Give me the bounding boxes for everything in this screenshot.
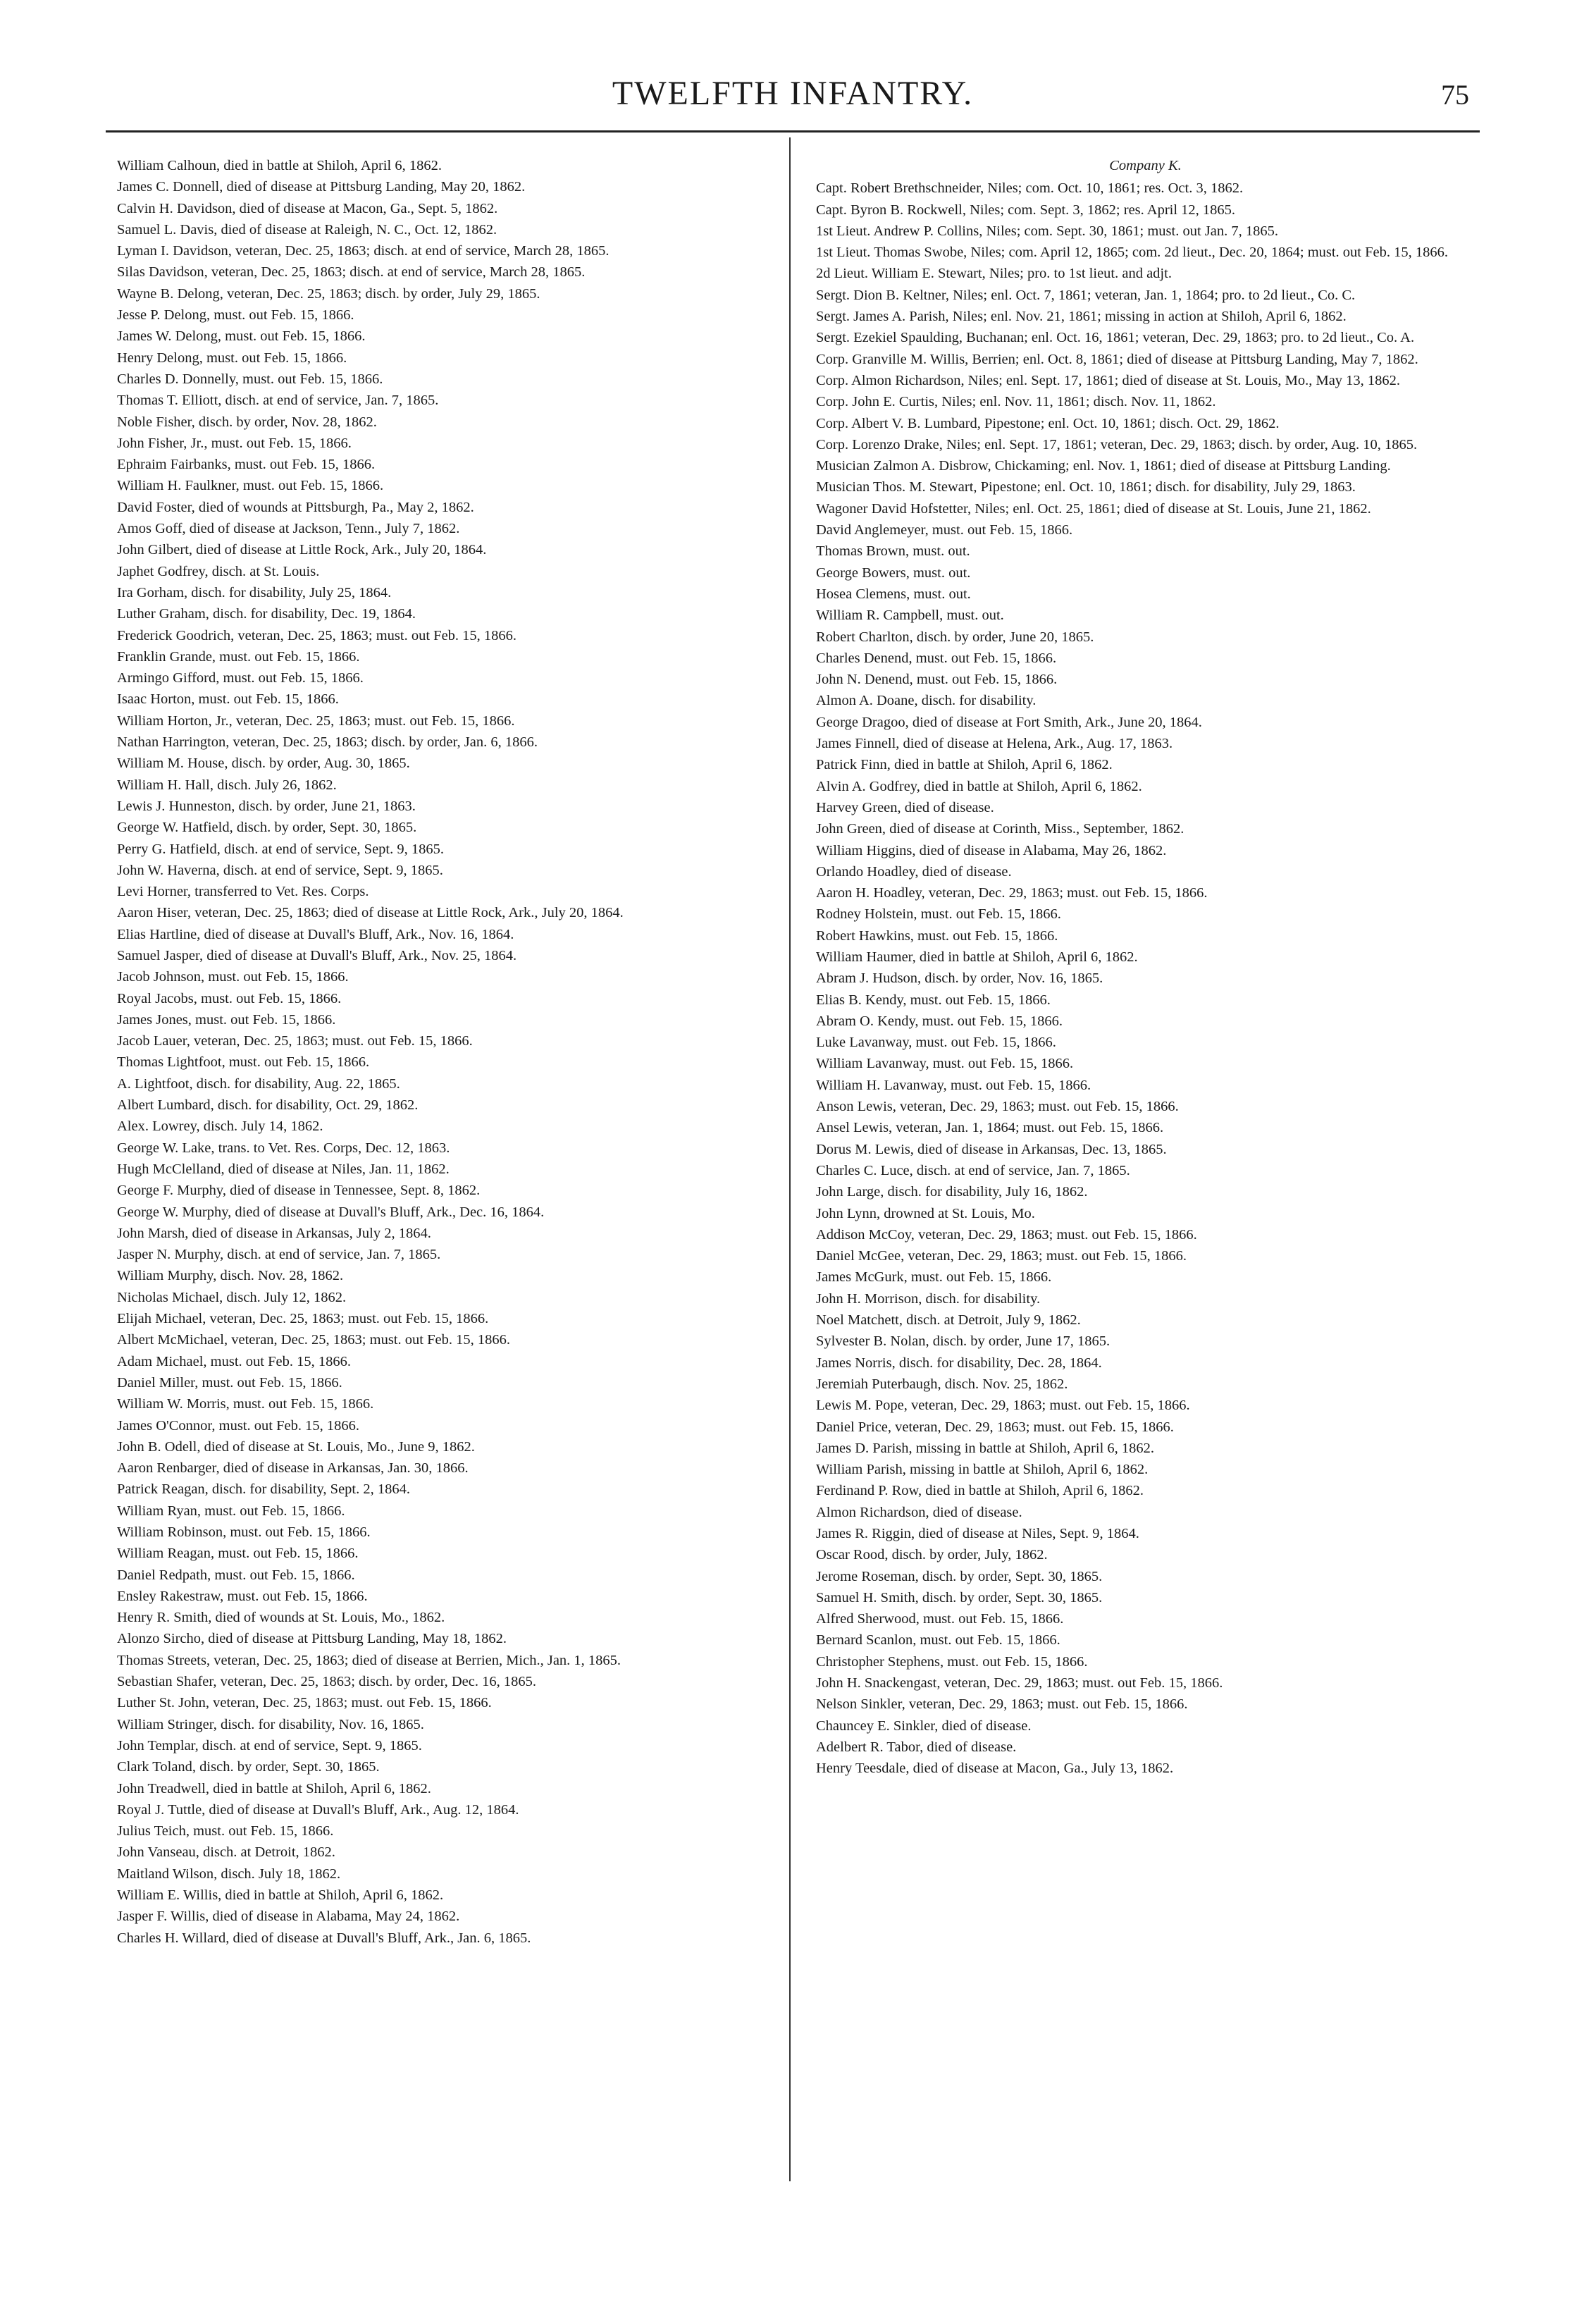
roster-entry: Armingo Gifford, must. out Feb. 15, 1866. xyxy=(117,670,364,686)
roster-entry: Chauncey E. Sinkler, died of disease. xyxy=(816,1718,1032,1734)
roster-entry: Alonzo Sircho, died of disease at Pittsburg Landing, May 18, 1862. xyxy=(117,1631,507,1647)
roster-entry: Alfred Sherwood, must. out Feb. 15, 1866. xyxy=(816,1611,1064,1627)
roster-entry: Noble Fisher, disch. by order, Nov. 28, 1862. xyxy=(117,414,377,430)
roster-entry: George W. Murphy, died of disease at Duvall's Bluff, Ark., Dec. 16, 1864. xyxy=(117,1204,545,1220)
left-column xyxy=(117,155,776,1949)
roster-entry: James C. Donnell, died of disease at Pittsburg Landing, May 20, 1862. xyxy=(117,179,526,195)
roster-entry: John H. Snackengast, veteran, Dec. 29, 1863; must. out Feb. 15, 1866. xyxy=(816,1675,1223,1691)
roster-entry: Corp. Almon Richardson, Niles; enl. Sept. 17, 1861; died of disease at St. Louis, Mo., May 13, 1862. xyxy=(816,372,1401,388)
roster-entry: Jacob Lauer, veteran, Dec. 25, 1863; must. out Feb. 15, 1866. xyxy=(117,1033,473,1049)
roster-entry: Aaron H. Hoadley, veteran, Dec. 29, 1863; must. out Feb. 15, 1866. xyxy=(816,885,1208,901)
roster-entry: Anson Lewis, veteran, Dec. 29, 1863; must. out Feb. 15, 1866. xyxy=(816,1099,1179,1115)
roster-entry: James R. Riggin, died of disease at Niles, Sept. 9, 1864. xyxy=(816,1526,1139,1541)
roster-entry: Levi Horner, transferred to Vet. Res. Corps. xyxy=(117,884,369,900)
roster-entry: John B. Odell, died of disease at St. Louis, Mo., June 9, 1862. xyxy=(117,1438,475,1455)
roster-entry: David Anglemeyer, must. out Feb. 15, 1866. xyxy=(816,522,1073,538)
roster-entry: Nelson Sinkler, veteran, Dec. 29, 1863; must. out Feb. 15, 1866. xyxy=(816,1696,1188,1713)
roster-entry: Patrick Finn, died in battle at Shiloh, April 6, 1862. xyxy=(816,757,1113,773)
roster-entry: William Lavanway, must. out Feb. 15, 1866. xyxy=(816,1056,1074,1072)
roster-entry: Alex. Lowrey, disch. July 14, 1862. xyxy=(117,1118,323,1135)
roster-entry: George F. Murphy, died of disease in Tennessee, Sept. 8, 1862. xyxy=(117,1183,481,1199)
roster-entry: Clark Toland, disch. by order, Sept. 30, 1865. xyxy=(117,1759,380,1775)
roster-entry: William Reagan, must. out Feb. 15, 1866. xyxy=(117,1546,359,1562)
roster-entry: Henry Teesdale, died of disease at Macon, Ga., July 13, 1862. xyxy=(816,1761,1174,1777)
roster-entry: James W. Delong, must. out Feb. 15, 1866. xyxy=(117,328,366,345)
roster-entry: Sebastian Shafer, veteran, Dec. 25, 1863; disch. by order, Dec. 16, 1865. xyxy=(117,1674,536,1690)
roster-entry: Japhet Godfrey, disch. at St. Louis. xyxy=(117,563,320,579)
roster-entry: Lyman I. Davidson, veteran, Dec. 25, 1863; disch. at end of service, March 28, 1865. xyxy=(117,243,610,259)
page-header xyxy=(106,74,1480,130)
roster-entry: Albert Lumbard, disch. for disability, Oct. 29, 1862. xyxy=(117,1097,419,1114)
roster-entry: Royal Jacobs, must. out Feb. 15, 1866. xyxy=(117,990,342,1006)
roster-entry: Royal J. Tuttle, died of disease at Duvall's Bluff, Ark., Aug. 12, 1864. xyxy=(117,1801,519,1818)
roster-entry: Almon A. Doane, disch. for disability. xyxy=(816,693,1037,709)
column-divider xyxy=(789,137,791,2181)
roster-entry: William Parish, missing in battle at Shiloh, April 6, 1862. xyxy=(816,1462,1149,1478)
running-title: TWELFTH INFANTRY. xyxy=(612,75,974,112)
roster-entry: David Foster, died of wounds at Pittsburgh, Pa., May 2, 1862. xyxy=(117,499,474,515)
roster-entry: Samuel Jasper, died of disease at Duvall's Bluff, Ark., Nov. 25, 1864. xyxy=(117,947,517,963)
roster-entry: Aaron Hiser, veteran, Dec. 25, 1863; died of disease at Little Rock, Ark., July 20, 1864. xyxy=(117,905,624,921)
roster-entry: Henry R. Smith, died of wounds at St. Louis, Mo., 1862. xyxy=(117,1610,445,1626)
roster-entry: Sergt. James A. Parish, Niles; enl. Nov. 21, 1861; missing in action at Shiloh, April 6, 1862. xyxy=(816,309,1347,325)
roster-entry: Corp. John E. Curtis, Niles; enl. Nov. 11, 1861; disch. Nov. 11, 1862. xyxy=(816,394,1216,410)
page-number: 75 xyxy=(1441,79,1469,111)
roster-entry: Abram O. Kendy, must. out Feb. 15, 1866. xyxy=(816,1013,1063,1029)
roster-entry: John Vanseau, disch. at Detroit, 1862. xyxy=(117,1844,335,1861)
roster-entry: John Marsh, died of disease in Arkansas, July 2, 1864. xyxy=(117,1225,431,1241)
roster-entry: Luke Lavanway, must. out Feb. 15, 1866. xyxy=(816,1035,1056,1051)
roster-entry: Hugh McClelland, died of disease at Niles, Jan. 11, 1862. xyxy=(117,1161,450,1177)
roster-entry: James Finnell, died of disease at Helena, Ark., Aug. 17, 1863. xyxy=(816,736,1173,752)
roster-entry: Luther Graham, disch. for disability, Dec. 19, 1864. xyxy=(117,606,416,622)
roster-entry: Charles C. Luce, disch. at end of service, Jan. 7, 1865. xyxy=(816,1162,1130,1178)
roster-entry: Noel Matchett, disch. at Detroit, July 9, 1862. xyxy=(816,1312,1081,1329)
roster-entry: Lewis M. Pope, veteran, Dec. 29, 1863; must. out Feb. 15, 1866. xyxy=(816,1398,1190,1414)
roster-entry: John Lynn, drowned at St. Louis, Mo. xyxy=(816,1205,1035,1221)
roster-entry: Jasper N. Murphy, disch. at end of service, Jan. 7, 1865. xyxy=(117,1247,441,1263)
roster-entry: Lewis J. Hunneston, disch. by order, June 21, 1863. xyxy=(117,798,416,814)
roster-entry: Wayne B. Delong, veteran, Dec. 25, 1863; disch. by order, July 29, 1865. xyxy=(117,285,540,302)
roster-entry: John Gilbert, died of disease at Little Rock, Ark., July 20, 1864. xyxy=(117,542,487,558)
roster-entry: James McGurk, must. out Feb. 15, 1866. xyxy=(816,1269,1052,1286)
roster-entry: Perry G. Hatfield, disch. at end of service, Sept. 9, 1865. xyxy=(117,841,444,857)
roster-entry: 1st Lieut. Thomas Swobe, Niles; com. April 12, 1865; com. 2d lieut., Dec. 20, 1864; must. out Feb. 15, 1866. xyxy=(816,245,1449,261)
roster-entry: Rodney Holstein, must. out Feb. 15, 1866. xyxy=(816,906,1061,923)
roster-entry: Corp. Granville M. Willis, Berrien; enl. Oct. 8, 1861; died of disease at Pittsburg Landing, May 7, 1862. xyxy=(816,351,1418,367)
roster-entry: 2d Lieut. William E. Stewart, Niles; pro. to 1st lieut. and adjt. xyxy=(816,266,1172,282)
roster-entry: Robert Charlton, disch. by order, June 20, 1865. xyxy=(816,629,1094,645)
roster-entry: George Dragoo, died of disease at Fort Smith, Ark., June 20, 1864. xyxy=(816,714,1202,730)
roster-entry: Elijah Michael, veteran, Dec. 25, 1863; must. out Feb. 15, 1866. xyxy=(117,1311,489,1327)
roster-entry: Jeremiah Puterbaugh, disch. Nov. 25, 1862. xyxy=(816,1376,1068,1392)
roster-entry: Christopher Stephens, must. out Feb. 15, 1866. xyxy=(816,1653,1088,1670)
roster-entry: Daniel Miller, must. out Feb. 15, 1866. xyxy=(117,1374,342,1391)
roster-entry: Corp. Lorenzo Drake, Niles; enl. Sept. 17, 1861; veteran, Dec. 29, 1863; disch. by order, Aug. 10, 1865. xyxy=(816,436,1418,452)
roster-entry: Ferdinand P. Row, died in battle at Shiloh, April 6, 1862. xyxy=(816,1483,1144,1499)
roster-entry: William H. Faulkner, must. out Feb. 15, 1866. xyxy=(117,478,384,494)
roster-entry: Ephraim Fairbanks, must. out Feb. 15, 1866. xyxy=(117,457,376,473)
roster-entry: William Murphy, disch. Nov. 28, 1862. xyxy=(117,1268,344,1284)
roster-entry: George W. Lake, trans. to Vet. Res. Corps, Dec. 12, 1863. xyxy=(117,1140,450,1156)
roster-entry: Amos Goff, died of disease at Jackson, Tenn., July 7, 1862. xyxy=(117,521,460,537)
roster-entry: Musician Thos. M. Stewart, Pipestone; enl. Oct. 10, 1861; disch. for disability, July 29, 1863. xyxy=(816,479,1356,495)
roster-entry: Isaac Horton, must. out Feb. 15, 1866. xyxy=(117,691,339,708)
company-k-heading: Company K. xyxy=(1109,158,1182,173)
roster-entry: James Norris, disch. for disability, Dec. 28, 1864. xyxy=(816,1355,1102,1371)
roster-entry: Sylvester B. Nolan, disch. by order, June 17, 1865. xyxy=(816,1333,1111,1350)
roster-entry: Jesse P. Delong, must. out Feb. 15, 1866. xyxy=(117,307,354,323)
roster-entry: Hosea Clemens, must. out. xyxy=(816,586,971,602)
roster-entry: William Horton, Jr., veteran, Dec. 25, 1863; must. out Feb. 15, 1866. xyxy=(117,713,515,729)
roster-entry: Patrick Reagan, disch. for disability, Sept. 2, 1864. xyxy=(117,1481,411,1498)
roster-entry: William Calhoun, died in battle at Shiloh, April 6, 1862. xyxy=(117,158,442,173)
roster-entry: William Ryan, must. out Feb. 15, 1866. xyxy=(117,1503,345,1519)
roster-entry: Nathan Harrington, veteran, Dec. 25, 1863; disch. by order, Jan. 6, 1866. xyxy=(117,734,538,751)
roster-entry: Samuel L. Davis, died of disease at Raleigh, N. C., Oct. 12, 1862. xyxy=(117,221,497,238)
roster-entry: Julius Teich, must. out Feb. 15, 1866. xyxy=(117,1823,334,1839)
roster-entry: Thomas Brown, must. out. xyxy=(816,543,970,560)
roster-entry: William Higgins, died of disease in Alabama, May 26, 1862. xyxy=(816,842,1167,858)
roster-entry: Silas Davidson, veteran, Dec. 25, 1863; disch. at end of service, March 28, 1865. xyxy=(117,264,586,281)
roster-entry: A. Lightfoot, disch. for disability, Aug. 22, 1865. xyxy=(117,1075,400,1092)
roster-entry: Corp. Albert V. B. Lumbard, Pipestone; enl. Oct. 10, 1861; disch. Oct. 29, 1862. xyxy=(816,415,1280,431)
roster-entry: William R. Campbell, must. out. xyxy=(816,608,1004,624)
roster-entry: James Jones, must. out Feb. 15, 1866. xyxy=(117,1011,336,1028)
roster-entry: Elias B. Kendy, must. out Feb. 15, 1866. xyxy=(816,992,1051,1008)
roster-entry: Bernard Scanlon, must. out Feb. 15, 1866. xyxy=(816,1632,1060,1648)
roster-entry: Charles H. Willard, died of disease at Duvall's Bluff, Ark., Jan. 6, 1865. xyxy=(117,1930,531,1946)
roster-entry: Wagoner David Hofstetter, Niles; enl. Oct. 25, 1861; died of disease at St. Louis, June 21, 1862. xyxy=(816,500,1371,517)
roster-entry: Daniel McGee, veteran, Dec. 29, 1863; must. out Feb. 15, 1866. xyxy=(816,1248,1187,1264)
roster-entry: William Stringer, disch. for disability, Nov. 16, 1865. xyxy=(117,1716,424,1732)
roster-entry: John Fisher, Jr., must. out Feb. 15, 1866. xyxy=(117,435,352,451)
roster-entry: William M. House, disch. by order, Aug. 30, 1865. xyxy=(117,756,410,772)
roster-entry: Thomas Streets, veteran, Dec. 25, 1863; died of disease at Berrien, Mich., Jan. 1, 1865. xyxy=(117,1652,621,1668)
roster-entry: Jerome Roseman, disch. by order, Sept. 30, 1865. xyxy=(816,1568,1103,1584)
roster-entry: George W. Hatfield, disch. by order, Sept. 30, 1865. xyxy=(117,820,417,836)
roster-entry: Franklin Grande, must. out Feb. 15, 1866. xyxy=(117,648,360,665)
roster-entry: Abram J. Hudson, disch. by order, Nov. 16, 1865. xyxy=(816,970,1103,987)
roster-entry: Dorus M. Lewis, died of disease in Arkansas, Dec. 13, 1865. xyxy=(816,1141,1167,1157)
roster-entry: William Haumer, died in battle at Shiloh, April 6, 1862. xyxy=(816,949,1138,965)
roster-entry: Thomas Lightfoot, must. out Feb. 15, 1866. xyxy=(117,1054,370,1071)
roster-entry: Robert Hawkins, must. out Feb. 15, 1866. xyxy=(816,927,1058,944)
roster-entry: 1st Lieut. Andrew P. Collins, Niles; com. Sept. 30, 1861; must. out Jan. 7, 1865. xyxy=(816,223,1278,239)
roster-entry: Elias Hartline, died of disease at Duvall's Bluff, Ark., Nov. 16, 1864. xyxy=(117,926,514,942)
roster-entry: William H. Hall, disch. July 26, 1862. xyxy=(117,777,337,793)
roster-entry: George Bowers, must. out. xyxy=(816,565,971,581)
roster-entry: Sergt. Ezekiel Spaulding, Buchanan; enl. Oct. 16, 1861; veteran, Dec. 29, 1863; pro. to 2d lieut., Co. A. xyxy=(816,330,1415,346)
roster-entry: John Treadwell, died in battle at Shiloh, April 6, 1862. xyxy=(117,1780,431,1796)
roster-entry: Samuel H. Smith, disch. by order, Sept. 30, 1865. xyxy=(816,1589,1103,1605)
roster-entry: Aaron Renbarger, died of disease in Arkansas, Jan. 30, 1866. xyxy=(117,1460,469,1477)
roster-entry: Alvin A. Godfrey, died in battle at Shiloh, April 6, 1862. xyxy=(816,778,1142,794)
roster-entry: Nicholas Michael, disch. July 12, 1862. xyxy=(117,1289,347,1305)
roster-entry: Orlando Hoadley, died of disease. xyxy=(816,863,1012,880)
roster-entry: Jacob Johnson, must. out Feb. 15, 1866. xyxy=(117,969,349,985)
roster-entry: Charles D. Donnelly, must. out Feb. 15, 1866. xyxy=(117,371,383,387)
roster-entry: James D. Parish, missing in battle at Shiloh, April 6, 1862. xyxy=(816,1440,1155,1456)
right-column xyxy=(816,155,1475,1780)
roster-entry: Calvin H. Davidson, died of disease at Macon, Ga., Sept. 5, 1862. xyxy=(117,200,498,216)
roster-entry: Almon Richardson, died of disease. xyxy=(816,1504,1022,1520)
roster-entry: William W. Morris, must. out Feb. 15, 1866. xyxy=(117,1396,374,1412)
roster-entry: Jasper F. Willis, died of disease in Alabama, May 24, 1862. xyxy=(117,1909,460,1925)
roster-entry: Sergt. Dion B. Keltner, Niles; enl. Oct. 7, 1861; veteran, Jan. 1, 1864; pro. to 2d lieut., Co. C. xyxy=(816,287,1356,303)
roster-entry: Adelbert R. Tabor, died of disease. xyxy=(816,1739,1017,1755)
header-rule xyxy=(106,130,1480,132)
roster-entry: Adam Michael, must. out Feb. 15, 1866. xyxy=(117,1353,351,1369)
roster-entry: Ansel Lewis, veteran, Jan. 1, 1864; must. out Feb. 15, 1866. xyxy=(816,1120,1164,1136)
roster-entry: Albert McMichael, veteran, Dec. 25, 1863; must. out Feb. 15, 1866. xyxy=(117,1332,510,1348)
roster-entry: Thomas T. Elliott, disch. at end of service, Jan. 7, 1865. xyxy=(117,393,439,409)
roster-entry: John W. Haverna, disch. at end of service, Sept. 9, 1865. xyxy=(117,862,443,878)
roster-entry: Capt. Robert Brethschneider, Niles; com. Oct. 10, 1861; res. Oct. 3, 1862. xyxy=(816,180,1244,197)
roster-entry: Ira Gorham, disch. for disability, July 25, 1864. xyxy=(117,584,392,600)
roster-entry: John Large, disch. for disability, July 16, 1862. xyxy=(816,1184,1088,1200)
roster-entry: Daniel Redpath, must. out Feb. 15, 1866. xyxy=(117,1567,355,1583)
roster-entry: John Green, died of disease at Corinth, Miss., September, 1862. xyxy=(816,821,1184,837)
roster-entry: Daniel Price, veteran, Dec. 29, 1863; must. out Feb. 15, 1866. xyxy=(816,1419,1174,1435)
roster-entry: James O'Connor, must. out Feb. 15, 1866. xyxy=(117,1417,359,1434)
roster-entry: John Templar, disch. at end of service, Sept. 9, 1865. xyxy=(117,1737,422,1753)
roster-entry: William E. Willis, died in battle at Shiloh, April 6, 1862. xyxy=(117,1887,444,1904)
roster-entry: Oscar Rood, disch. by order, July, 1862. xyxy=(816,1547,1048,1563)
roster-entry: Musician Zalmon A. Disbrow, Chickaming; enl. Nov. 1, 1861; died of disease at Pittsburg Landing. xyxy=(816,458,1391,474)
roster-entry: William H. Lavanway, must. out Feb. 15, 1866. xyxy=(816,1077,1091,1093)
roster-entry: Maitland Wilson, disch. July 18, 1862. xyxy=(117,1866,341,1882)
roster-entry: Harvey Green, died of disease. xyxy=(816,799,994,815)
roster-entry: John H. Morrison, disch. for disability. xyxy=(816,1290,1041,1307)
roster-entry: Charles Denend, must. out Feb. 15, 1866. xyxy=(816,650,1057,666)
roster-entry: Henry Delong, must. out Feb. 15, 1866. xyxy=(117,350,347,366)
roster-entry: Capt. Byron B. Rockwell, Niles; com. Sept. 3, 1862; res. April 12, 1865. xyxy=(816,202,1236,218)
roster-entry: Frederick Goodrich, veteran, Dec. 25, 1863; must. out Feb. 15, 1866. xyxy=(117,627,517,643)
roster-entry: John N. Denend, must. out Feb. 15, 1866. xyxy=(816,672,1058,688)
roster-entry: Addison McCoy, veteran, Dec. 29, 1863; must. out Feb. 15, 1866. xyxy=(816,1226,1197,1243)
roster-entry: William Robinson, must. out Feb. 15, 1866. xyxy=(117,1524,371,1540)
roster-entry: Luther St. John, veteran, Dec. 25, 1863; must. out Feb. 15, 1866. xyxy=(117,1695,492,1711)
roster-entry: Ensley Rakestraw, must. out Feb. 15, 1866. xyxy=(117,1588,368,1604)
